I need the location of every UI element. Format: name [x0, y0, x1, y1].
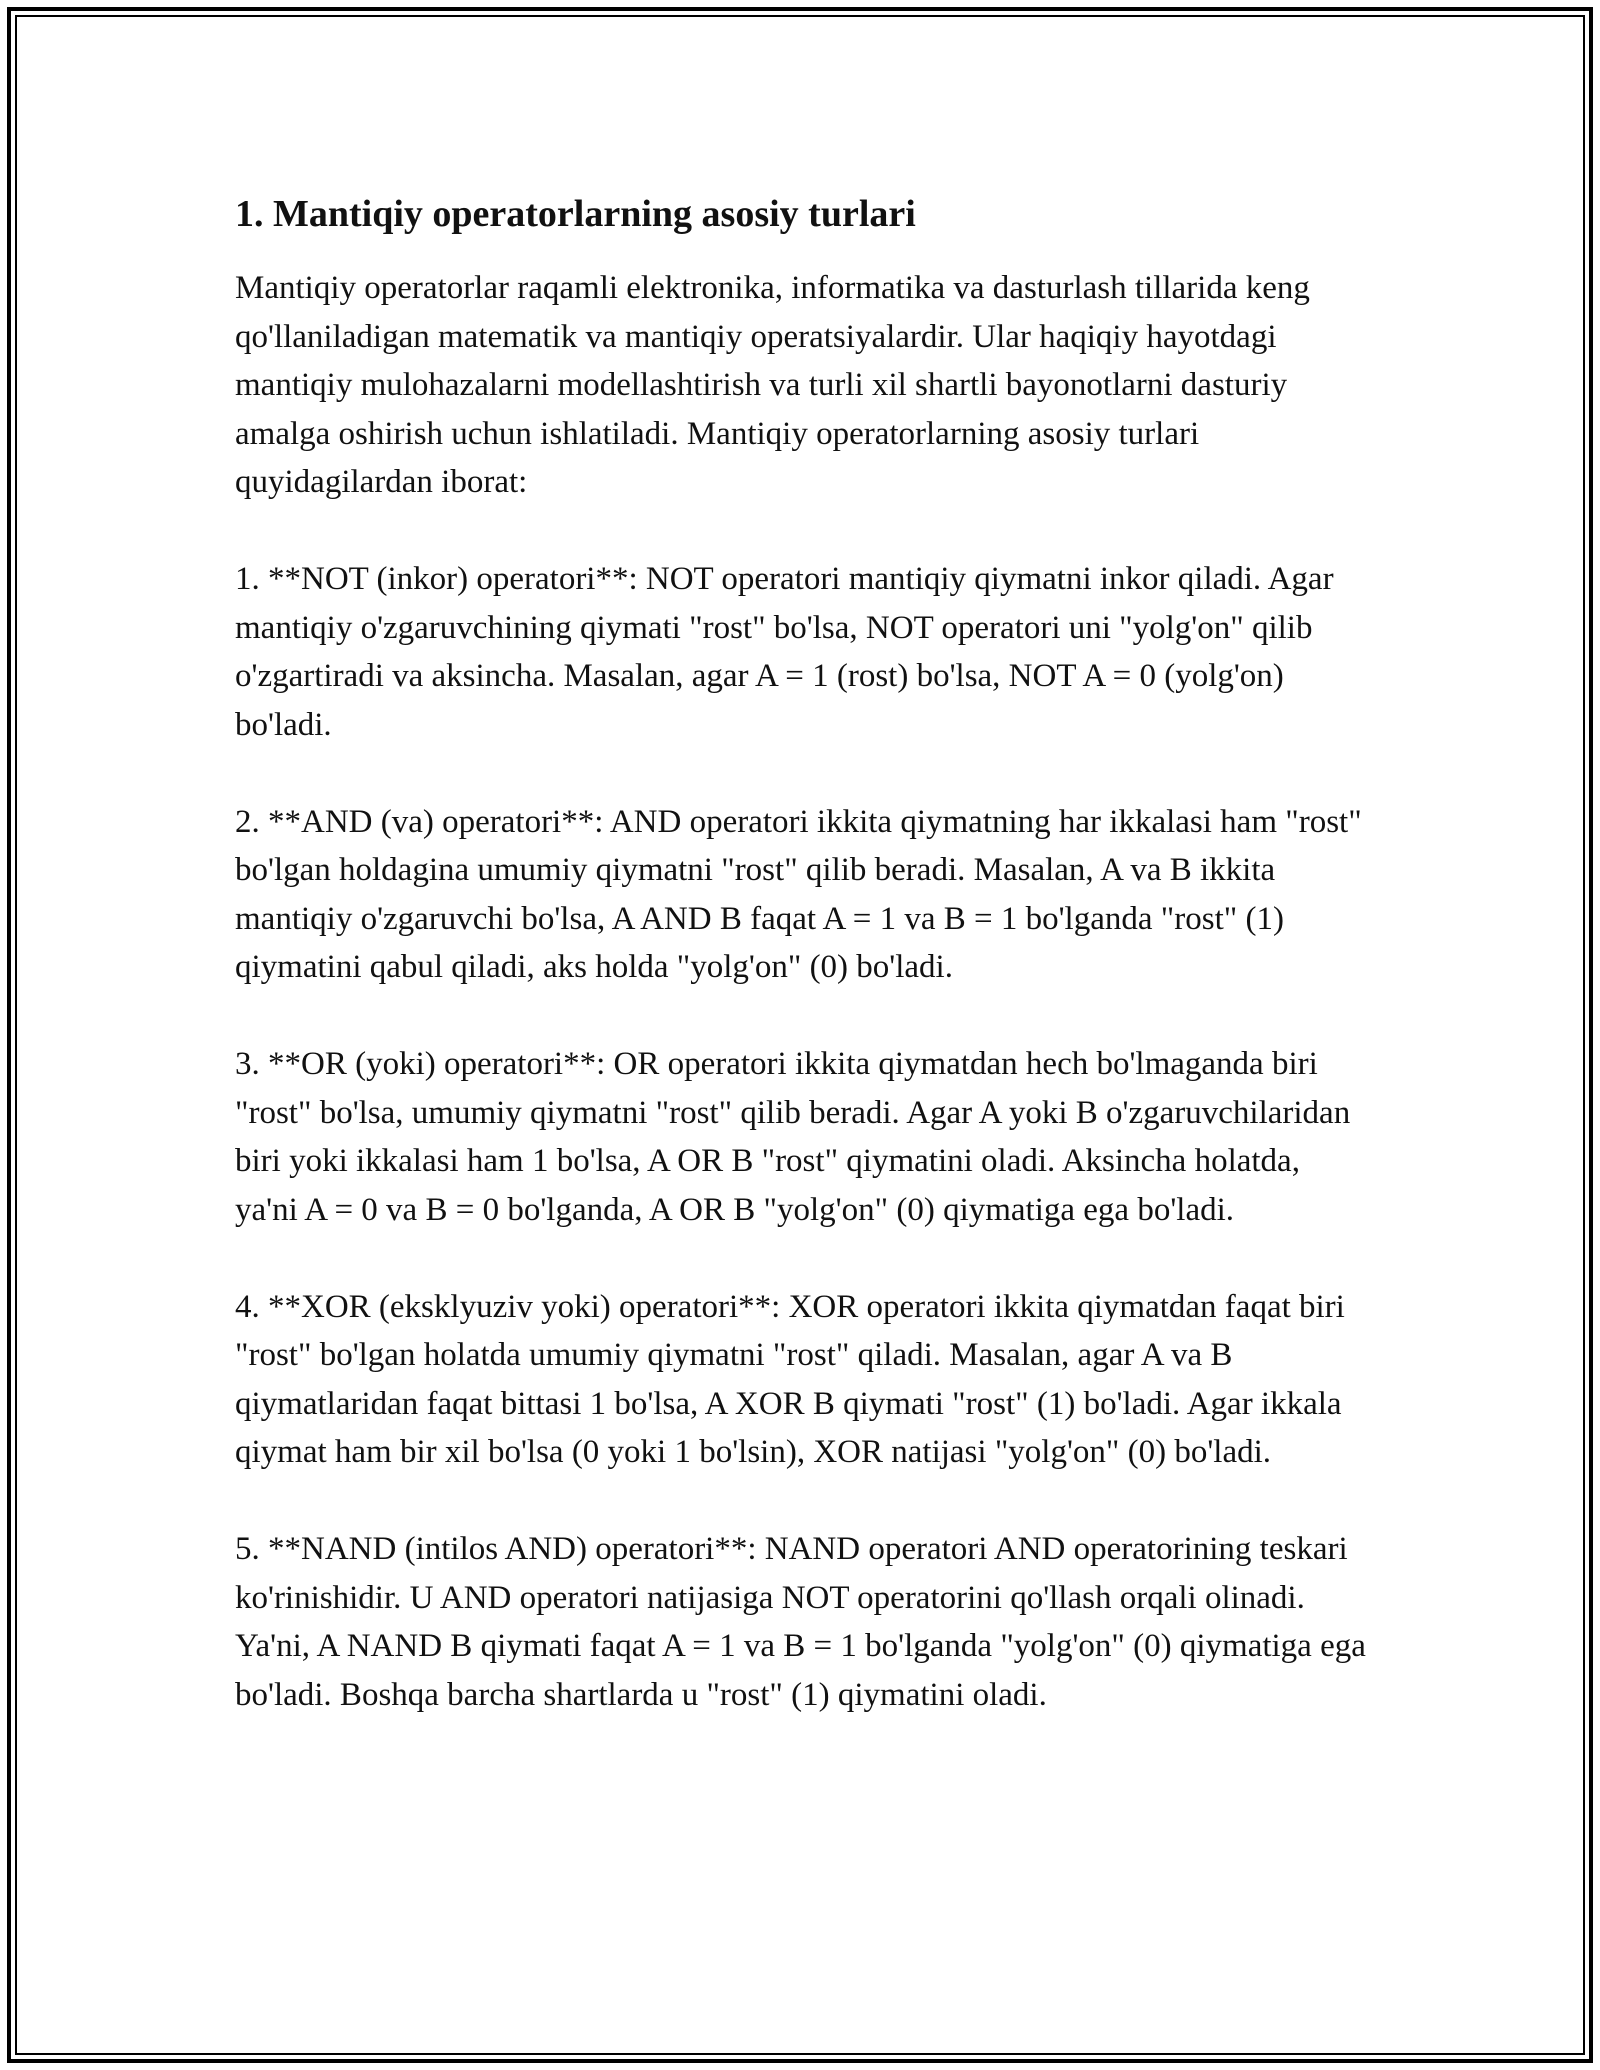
- section-heading: 1. Mantiqiy operatorlarning asosiy turlari: [235, 193, 916, 235]
- or-operator-paragraph: 3. **OR (yoki) operatori**: OR operatori ikkita qiymatdan hech bo'lmaganda biri "rost" bo'lsa, umumiy qiymatni "rost" qilib beradi. Agar A yoki B o'zgaruvchilaridan biri yoki ikkalasi ham 1 bo'lsa, A OR B "rost" qiymatini oladi. Aksincha holatda, ya'ni A = 0 va B = 0 bo'lganda, A OR B "yolg'on" (0) qiymatiga ega bo'ladi.: [235, 1046, 1351, 1228]
- xor-operator-paragraph: 4. **XOR (eksklyuziv yoki) operatori**: XOR operatori ikkita qiymatdan faqat biri "rost" bo'lgan holatda umumiy qiymatni "rost" qiladi. Masalan, agar A va B qiymatlaridan faqat bittasi 1 bo'lsa, A XOR B qiymati "rost" (1) bo'ladi. Agar ikkala qiymat ham bir xil bo'lsa (0 yoki 1 bo'lsin), XOR natijasi "yolg'on" (0) bo'ladi.: [235, 1288, 1345, 1470]
- nand-operator-paragraph: 5. **NAND (intilos AND) operatori**: NAND operatori AND operatorining teskari ko'rinishidir. U AND operatori natijasiga NOT operatorini qo'llash orqali olinadi. Ya'ni, A NAND B qiymati faqat A = 1 va B = 1 bo'lganda "yolg'on" (0) qiymatiga ega bo'ladi. Boshqa barcha shartlarda u "rost" (1) qiymatini oladi.: [235, 1531, 1366, 1713]
- document-body: [235, 188, 1370, 1719]
- intro-paragraph: Mantiqiy operatorlar raqamli elektronika, informatika va dasturlash tillarida keng qo'llaniladigan matematik va mantiqiy operatsiyalardir. Ular haqiqiy hayotdagi mantiqiy mulohazalarni modellashtirish va turli xil shartli bayonotlarni dasturiy amalga oshirish uchun ishlatiladi. Mantiqiy operatorlarning asosiy turlari quyidagilardan iborat:: [235, 270, 1310, 500]
- not-operator-paragraph: 1. **NOT (inkor) operatori**: NOT operatori mantiqiy qiymatni inkor qiladi. Agar mantiqiy o'zgaruvchining qiymati "rost" bo'lsa, NOT operatori uni "yolg'on" qilib o'zgartiradi va aksincha. Masalan, agar A = 1 (rost) bo'lsa, NOT A = 0 (yolg'on) bo'ladi.: [235, 561, 1334, 743]
- and-operator-paragraph: 2. **AND (va) operatori**: AND operatori ikkita qiymatning har ikkalasi ham "rost" bo'lgan holdagina umumiy qiymatni "rost" qilib beradi. Masalan, A va B ikkita mantiqiy o'zgaruvchi bo'lsa, A AND B faqat A = 1 va B = 1 bo'lganda "rost" (1) qiymatini qabul qiladi, aks holda "yolg'on" (0) bo'ladi.: [235, 803, 1362, 985]
